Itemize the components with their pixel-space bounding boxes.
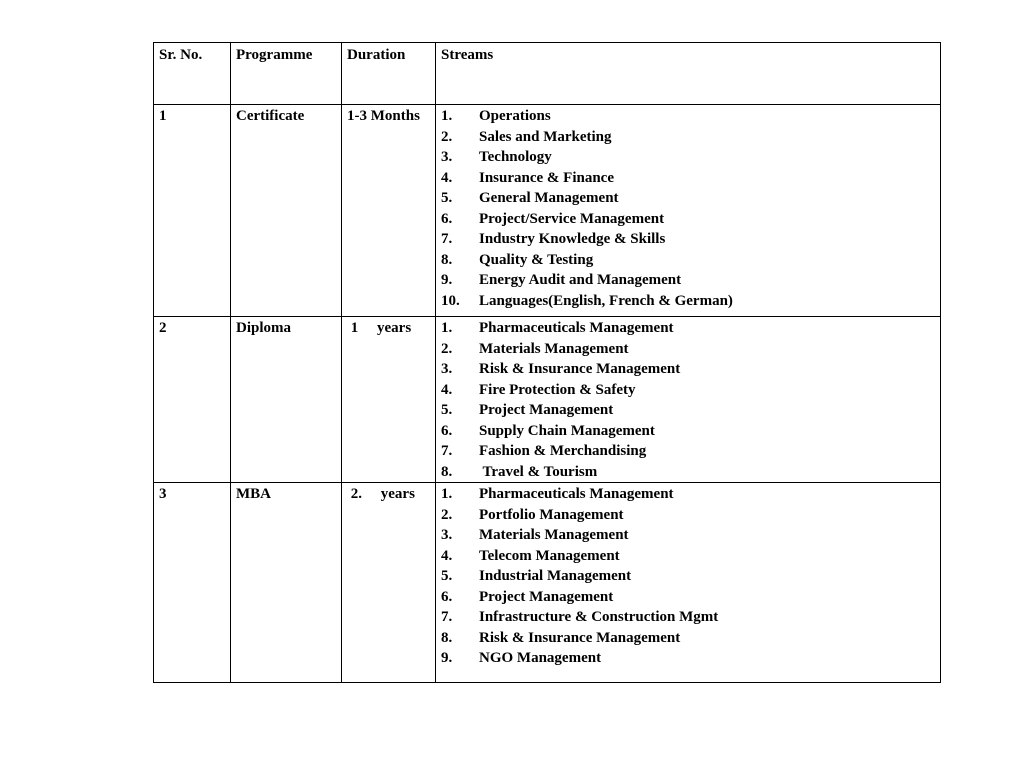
stream-number: 8. [441, 629, 453, 646]
streams-cell [436, 317, 941, 483]
stream-number: 1. [441, 108, 453, 124]
programme-table [153, 42, 941, 683]
stream-item [441, 421, 935, 442]
stream-number: 9. [441, 272, 453, 288]
stream-item [441, 291, 935, 312]
stream-item [441, 546, 935, 567]
stream-list [441, 484, 935, 669]
stream-number: 6. [441, 422, 453, 439]
stream-item [441, 318, 935, 339]
programme-cell: Diploma [231, 317, 342, 483]
duration-cell: 1 years [342, 317, 436, 483]
streams-cell [436, 483, 941, 683]
stream-number: 4. [441, 547, 453, 564]
header-programme: Programme [231, 43, 342, 105]
sr-no-cell: 2 [154, 317, 231, 483]
stream-item [441, 400, 935, 421]
stream-name: Languages(English, French & German) [479, 292, 733, 309]
stream-item [441, 229, 935, 250]
stream-item [441, 628, 935, 649]
stream-name: Fire Protection & Safety [479, 381, 636, 398]
stream-name: Project Management [479, 402, 614, 418]
stream-number: 3. [441, 149, 453, 165]
stream-name: Portfolio Management [479, 506, 624, 523]
stream-number: 6. [441, 210, 453, 227]
stream-number: 9. [441, 650, 453, 666]
stream-name: Travel & Tourism [479, 463, 598, 480]
stream-list [441, 106, 935, 311]
stream-item [441, 462, 935, 483]
programme-cell: MBA [231, 483, 342, 683]
stream-name: Operations [479, 108, 551, 124]
header-duration: Duration [342, 43, 436, 105]
stream-item [441, 566, 935, 587]
stream-item [441, 441, 935, 462]
sr-no-cell: 1 [154, 105, 231, 317]
stream-name: Insurance & Finance [479, 169, 614, 186]
stream-name: Pharmaceuticals Management [479, 320, 674, 336]
stream-name: Industry Knowledge & Skills [479, 231, 666, 247]
stream-name: Risk & Insurance Management [479, 361, 681, 377]
stream-item [441, 209, 935, 230]
stream-name: Telecom Management [479, 547, 620, 564]
stream-name: Technology [479, 149, 552, 165]
stream-item [441, 648, 935, 669]
stream-item [441, 270, 935, 291]
stream-number: 7. [441, 443, 453, 459]
stream-item [441, 188, 935, 209]
stream-number: 2. [441, 506, 453, 523]
table-row [154, 483, 941, 683]
stream-number: 4. [441, 169, 453, 186]
table-row [154, 105, 941, 317]
stream-item [441, 607, 935, 628]
stream-name: Materials Management [479, 527, 629, 543]
stream-name: Project Management [479, 588, 614, 605]
stream-name: Supply Chain Management [479, 422, 655, 439]
stream-number: 3. [441, 527, 453, 543]
stream-item [441, 380, 935, 401]
stream-name: NGO Management [479, 650, 602, 666]
stream-number: 7. [441, 231, 453, 247]
stream-name: Pharmaceuticals Management [479, 486, 674, 502]
stream-number: 2. [441, 340, 453, 357]
stream-item [441, 525, 935, 546]
sr-no-cell: 3 [154, 483, 231, 683]
programme-cell: Certificate [231, 105, 342, 317]
stream-number: 8. [441, 463, 453, 480]
stream-number: 6. [441, 588, 453, 605]
streams-cell [436, 105, 941, 317]
stream-name: Industrial Management [479, 568, 632, 584]
stream-number: 3. [441, 361, 453, 377]
stream-item [441, 359, 935, 380]
header-row [154, 43, 941, 105]
stream-name: Energy Audit and Management [479, 272, 682, 288]
programme-table-container [153, 42, 940, 683]
stream-number: 4. [441, 381, 453, 398]
stream-number: 8. [441, 251, 453, 268]
header-sr-no: Sr. No. [154, 43, 231, 105]
header-streams: Streams [436, 43, 941, 105]
stream-item [441, 127, 935, 148]
stream-item [441, 484, 935, 505]
stream-item [441, 250, 935, 271]
stream-item [441, 505, 935, 526]
stream-name: Project/Service Management [479, 210, 665, 227]
stream-number: 1. [441, 320, 453, 336]
stream-name: Materials Management [479, 340, 629, 357]
stream-name: Risk & Insurance Management [479, 629, 681, 646]
stream-name: Fashion & Merchandising [479, 443, 647, 459]
stream-number: 2. [441, 128, 453, 145]
stream-name: Sales and Marketing [479, 128, 612, 145]
stream-number: 5. [441, 568, 453, 584]
stream-item [441, 147, 935, 168]
stream-item [441, 587, 935, 608]
stream-list [441, 318, 935, 482]
stream-number: 10. [441, 292, 460, 309]
stream-number: 5. [441, 402, 453, 418]
table-row [154, 317, 941, 483]
duration-cell: 1-3 Months [342, 105, 436, 317]
stream-item [441, 339, 935, 360]
stream-name: General Management [479, 190, 619, 206]
stream-number: 1. [441, 486, 453, 502]
stream-item [441, 106, 935, 127]
duration-cell: 2. years [342, 483, 436, 683]
stream-name: Quality & Testing [479, 251, 594, 268]
stream-number: 7. [441, 609, 453, 625]
stream-item [441, 168, 935, 189]
stream-number: 5. [441, 190, 453, 206]
stream-name: Infrastructure & Construction Mgmt [479, 609, 719, 625]
